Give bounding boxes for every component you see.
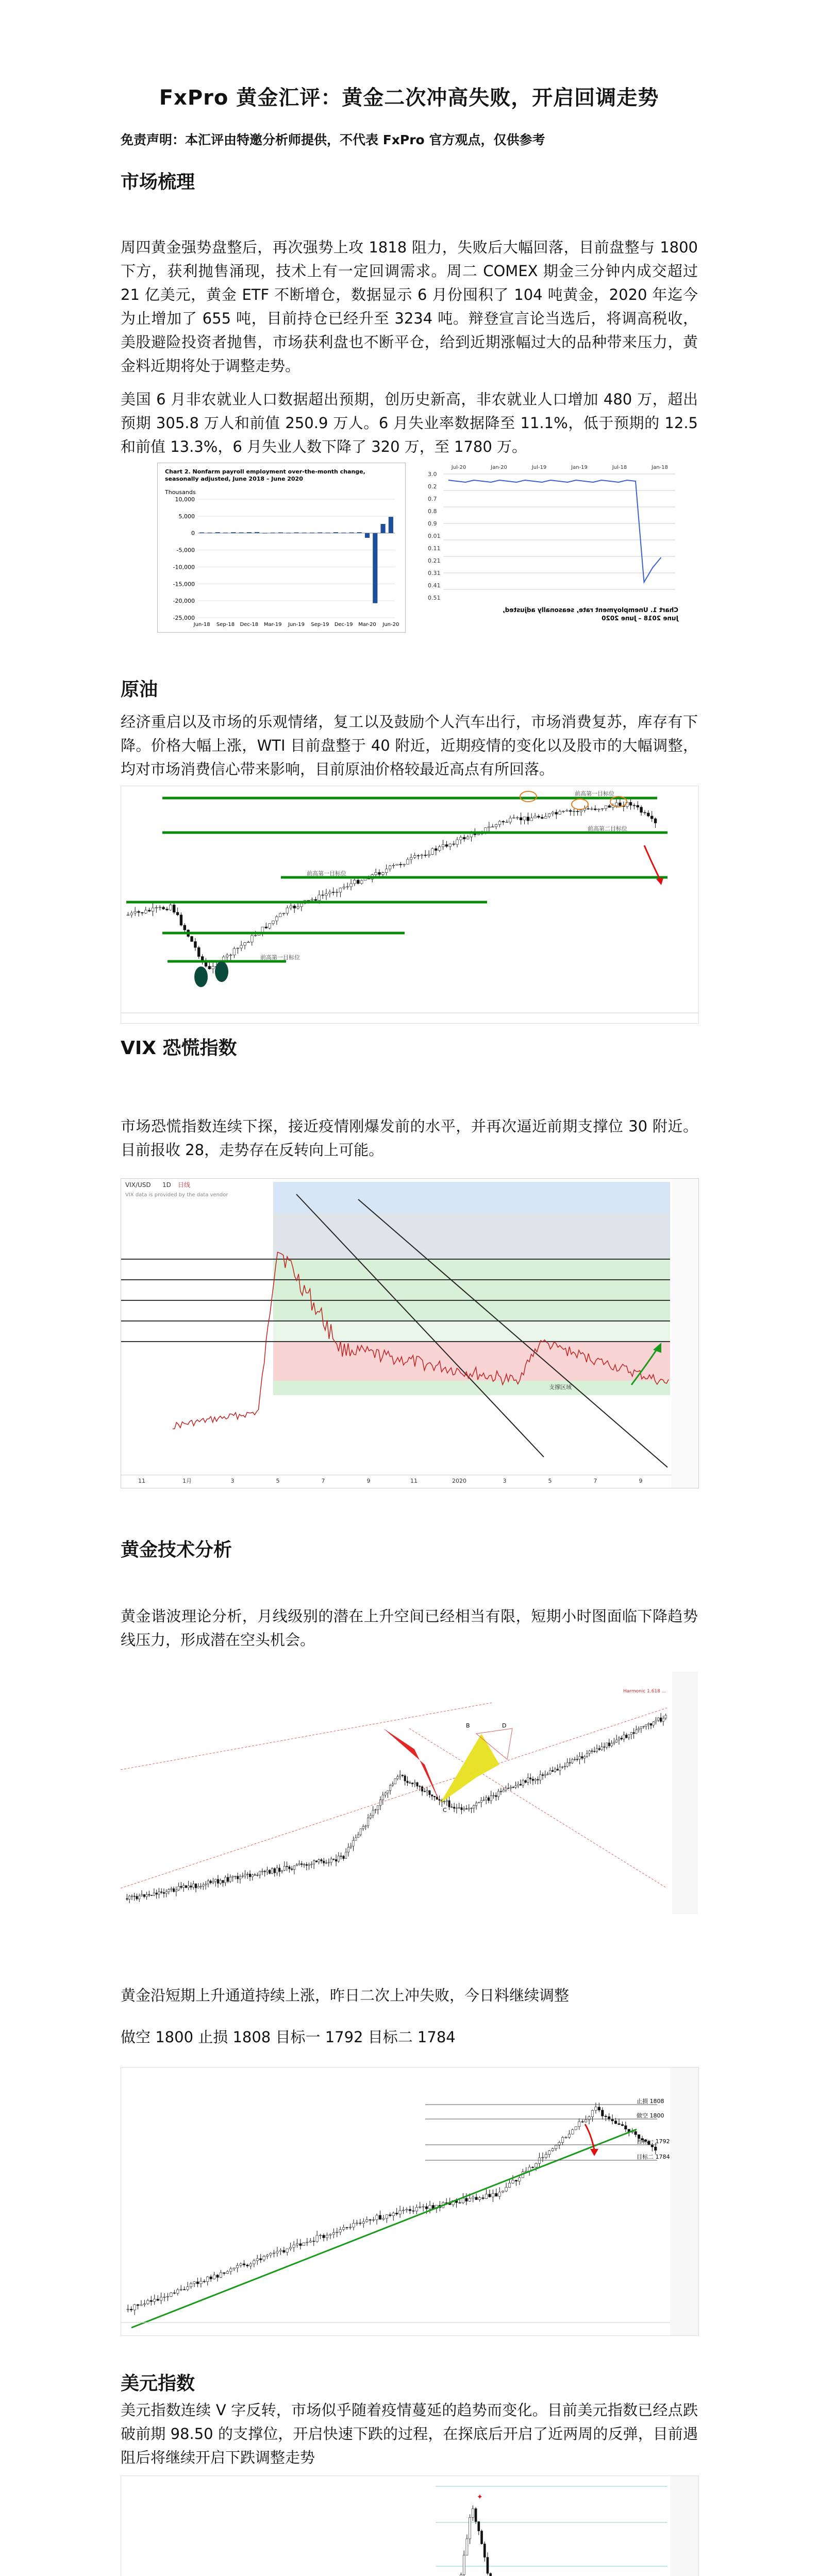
paragraph-gold-trade-plan: 做空 1800 止损 1808 目标一 1792 目标二 1784 <box>121 2028 456 2046</box>
nfp-caption-2: seasonally adjusted, June 2018 – June 2020 <box>165 476 303 482</box>
nfp-bar <box>318 532 322 533</box>
nfp-y-tick: -5,000 <box>176 547 195 554</box>
vix-x-tick: 7 <box>321 1478 325 1484</box>
gold-channel-chart <box>121 2067 699 2336</box>
heading-vix: VIX 恐慌指数 <box>121 1038 237 1059</box>
nfp-bar <box>349 532 354 533</box>
unemployment-x-tick: Jul-19 <box>531 465 547 470</box>
unemployment-y-tick: 0.31 <box>428 570 441 577</box>
paragraph-gold-2: 黄金沿短期上升通道持续上涨，昨日二次上冲失败，今日料继续调整 <box>121 1987 570 2004</box>
nfp-bar <box>247 532 252 533</box>
nfp-y-tick: -20,000 <box>173 598 195 605</box>
nfp-bar <box>373 533 377 603</box>
nfp-y-tick: 0 <box>191 530 195 537</box>
vix-chart-svg <box>121 1179 698 1488</box>
nfp-x-tick: Mar-20 <box>358 622 376 628</box>
nfp-chart <box>157 463 406 633</box>
nfp-bar <box>199 532 204 533</box>
oil-label-4: 前高第一目标位 <box>260 954 300 961</box>
unemployment-x-tick: Jan-20 <box>491 465 507 470</box>
paragraph-market-2: 美国 6 月非农就业人口数据超出预期，创历史新高，非农就业人口增加 480 万，超出预期 305.8 万人和前值 250.9 万人。6 月失业率数据降至 11.1%，低于预期的 12.5 和前值 13.3%，6 月失业人数下降了 320 万，至 1780 万。 <box>121 391 698 455</box>
nfp-chart-svg <box>158 463 405 632</box>
gold-harmonic-label-b: B <box>466 1722 470 1729</box>
disclaimer: 免责声明：本汇评由特邀分析师提供，不代表 FxPro 官方观点，仅供参考 <box>121 132 545 147</box>
vix-chart <box>121 1178 699 1488</box>
vix-x-tick: 11 <box>410 1478 418 1484</box>
paragraph-usd-1: 美元指数连续 V 字反转，市场似乎随着疫情蔓延的趋势而变化。目前美元指数已经点跌破前期 98.50 的支撑位，开启快速下跌的过程，在探底后开启了近两周的反弹，目前遇阻后将继续开启下跌调整走势 <box>121 2401 698 2466</box>
unemployment-y-tick: 0.8 <box>428 508 437 515</box>
nfp-bar <box>380 524 385 533</box>
vix-x-tick: 3 <box>503 1478 507 1484</box>
nfp-caption-1: Chart 2. Nonfarm payroll employment over-the-month change, <box>165 468 365 475</box>
gold-harmonic-chart-svg <box>121 1672 698 1914</box>
vix-toolbar-symbol: VIX/USD <box>125 1181 151 1189</box>
unemployment-chart <box>418 459 686 632</box>
nfp-y-tick: 10,000 <box>175 496 195 503</box>
nfp-bar <box>231 532 236 533</box>
usd-index-chart-svg <box>121 2476 698 2576</box>
nfp-x-tick: Jun-19 <box>288 622 305 628</box>
nfp-bar <box>278 532 283 533</box>
oil-label-2: 前高第二目标位 <box>588 825 627 832</box>
nfp-x-tick: Jun-20 <box>382 622 399 628</box>
gold-channel-level-short: 做空 1800 <box>637 2112 664 2119</box>
svg-text:✦: ✦ <box>477 2493 483 2501</box>
nfp-y-tick: -25,000 <box>173 615 195 621</box>
gold-channel-chart-svg <box>121 2067 698 2335</box>
unemployment-y-tick: 0.21 <box>428 557 441 564</box>
vix-x-tick: 2020 <box>452 1478 466 1484</box>
paragraph-gold-1: 黄金谐波理论分析，月线级别的潜在上升空间已经相当有限，短期小时图面临下降趋势线压力，形成潜在空头机会。 <box>121 1607 698 1649</box>
unemployment-y-tick: 0.51 <box>428 595 441 601</box>
nfp-bar <box>357 532 362 533</box>
gold-harmonic-label-d: D <box>502 1722 507 1729</box>
gold-channel-level-target2: 目标二 1784 <box>637 2154 670 2160</box>
nfp-x-tick: Dec-19 <box>334 622 353 628</box>
vix-note: VIX data is provided by the data vendor <box>125 1192 228 1198</box>
nfp-bar <box>389 517 393 533</box>
paragraph-vix-1: 市场恐慌指数连续下探，接近疫情刚爆发前的水平，并再次逼近前期支撑位 30 附近。目前报收 28，走势存在反转向上可能。 <box>121 1117 698 1159</box>
heading-usd: 美元指数 <box>121 2373 195 2394</box>
nfp-y-tick: 5,000 <box>178 513 195 520</box>
unemployment-x-tick: Jan-18 <box>652 465 668 470</box>
nfp-unit-label: Thousands <box>165 489 196 496</box>
oil-label-1: 前高第一目标位 <box>575 790 614 797</box>
unemployment-chart-svg <box>418 459 686 632</box>
usd-index-chart <box>121 2476 699 2576</box>
article-title: FxPro 黄金汇评：黄金二次冲高失败，开启回调走势 <box>159 86 659 110</box>
vix-x-tick: 5 <box>548 1478 552 1484</box>
nfp-x-tick: Jun-18 <box>193 622 210 628</box>
oil-chart <box>121 786 699 1024</box>
unemployment-y-tick: 0.9 <box>428 520 437 527</box>
unemployment-y-tick: 0.2 <box>428 483 437 490</box>
vix-x-tick: 3 <box>230 1478 235 1484</box>
unemployment-x-tick: Jul-20 <box>451 465 466 470</box>
vix-x-tick: 9 <box>366 1478 371 1484</box>
vix-x-tick: 7 <box>593 1478 597 1484</box>
vix-x-tick: 1月 <box>182 1478 192 1484</box>
unemployment-caption-1: Chart 1. Unemployment rate, seasonally adjusted, <box>503 606 678 614</box>
unemployment-x-tick: Jan-19 <box>571 465 588 470</box>
nfp-bar <box>333 532 338 533</box>
unemployment-caption-2: June 2018 – June 2020 <box>602 615 678 622</box>
paragraph-oil-1: 经济重启以及市场的乐观情绪，复工以及鼓励个人汽车出行，市场消费复苏，库存有下降。价格大幅上涨，WTI 目前盘整于 40 附近，近期疫情的变化以及股市的大幅调整，均对市场消费信心带来影响，目前原油价格较最近高点有所回落。 <box>121 713 698 778</box>
nfp-bar <box>239 532 243 533</box>
nfp-bar <box>215 532 220 533</box>
vix-support-label: 支撑区域 <box>549 1384 572 1391</box>
nfp-bar <box>365 533 370 538</box>
vix-x-tick: 5 <box>276 1478 280 1484</box>
vix-toolbar-interval: 1D <box>162 1181 171 1189</box>
gold-channel-level-target1: 目标一 1792 <box>637 2138 670 2145</box>
gold-harmonic-label-c: C <box>443 1807 447 1814</box>
nfp-x-tick: Sep-19 <box>311 622 329 628</box>
unemployment-y-tick: 3.0 <box>428 471 437 478</box>
vix-x-tick: 9 <box>639 1478 643 1484</box>
vix-x-tick: 11 <box>138 1478 145 1484</box>
heading-market: 市场梳理 <box>121 172 195 193</box>
nfp-x-tick: Mar-19 <box>263 622 282 628</box>
unemployment-x-tick: Jul-18 <box>612 465 627 470</box>
oil-chart-svg <box>121 786 698 1023</box>
nfp-y-tick: -10,000 <box>173 564 195 571</box>
nfp-y-tick: -15,000 <box>173 581 195 588</box>
heading-gold: 黄金技术分析 <box>121 1539 232 1561</box>
nfp-x-tick: Sep-18 <box>216 622 235 628</box>
unemployment-y-tick: 0.01 <box>428 533 441 539</box>
heading-oil: 原油 <box>121 679 158 700</box>
unemployment-y-tick: 0.7 <box>428 496 437 502</box>
nfp-x-tick: Dec-18 <box>240 622 259 628</box>
nfp-bar <box>294 532 298 533</box>
gold-harmonic-label-top: Harmonic 1.618 ... <box>623 1689 666 1694</box>
vix-toolbar-period: 日线 <box>178 1181 191 1189</box>
unemployment-y-tick: 0.41 <box>428 582 441 589</box>
nfp-bar <box>255 532 259 533</box>
gold-channel-level-stop: 止损 1808 <box>637 2098 664 2105</box>
gold-harmonic-chart <box>121 1672 698 1914</box>
unemployment-y-tick: 0.11 <box>428 545 441 552</box>
oil-label-3: 前高第一目标位 <box>307 870 346 877</box>
paragraph-market-1: 周四黄金强势盘整后，再次强势上攻 1818 阻力，失败后大幅回落，目前盘整与 1800 下方，获利抛售涌现，技术上有一定回调需求。周二 COMEX 期金三分钟内成交超过 21 亿美元，黄金 ETF 不断增仓，数据显示 6 月份囤积了 104 吨黄金，2020 年迄今为止增加了 655 吨，目前持仓已经升至 3234 吨。辩登宣言论当选后，将调高税收，美股避险投资者抛售，市场获利盘也不断平仓，给到近期涨幅过大的品种带来压力，黄金料近期将处于调整走势。 <box>121 239 698 375</box>
